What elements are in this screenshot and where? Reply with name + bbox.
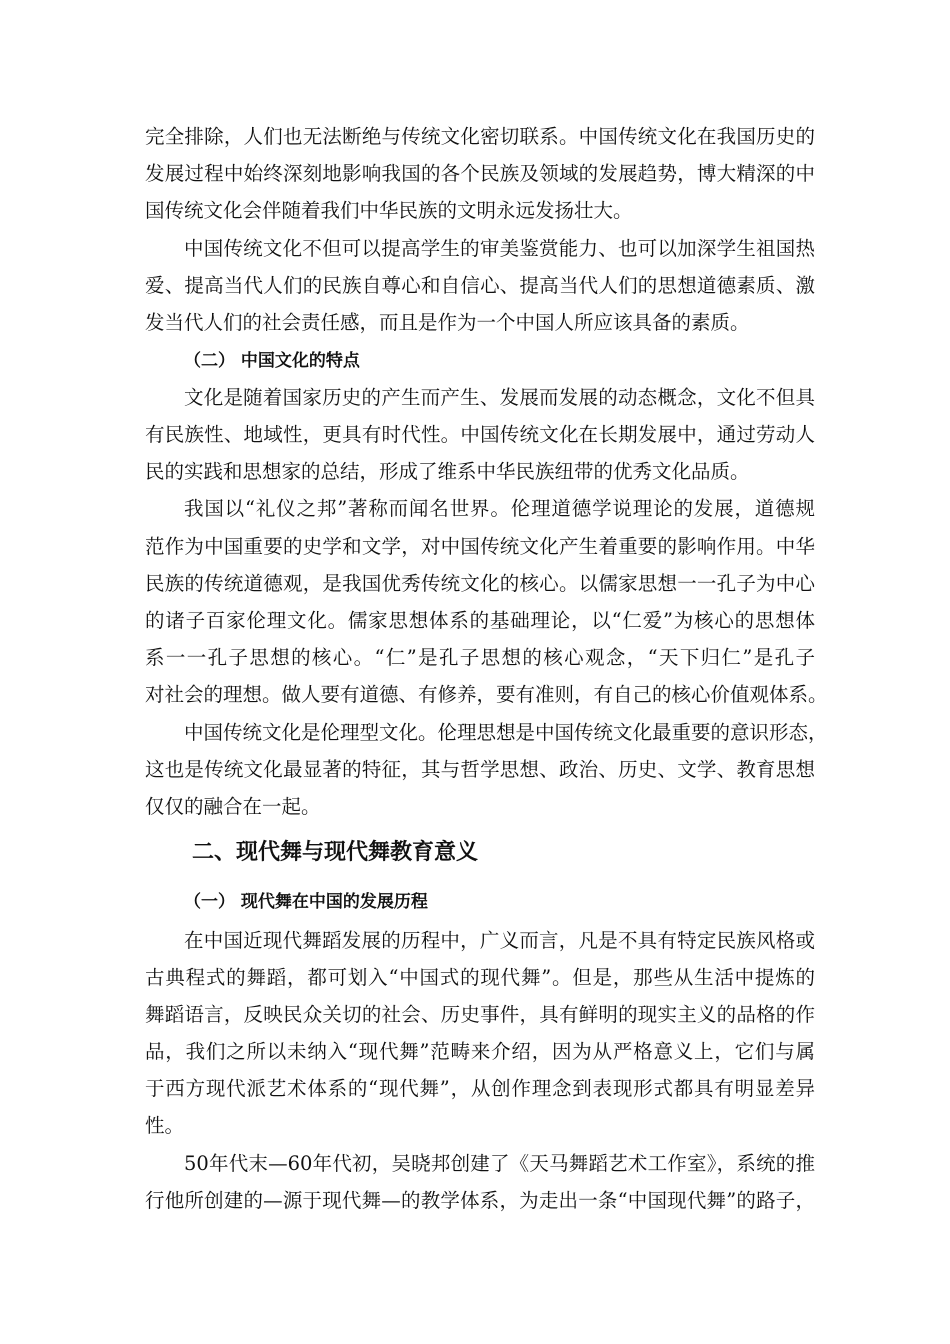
text-line: 品，我们之所以未纳入“现代舞”范畴来介绍，因为从严格意义上，它们与属	[145, 1040, 815, 1063]
text-line: 民族的传统道德观，是我国优秀传统文化的核心。以儒家思想一一孔子为中心	[145, 572, 815, 595]
text-line: 国传统文化会伴随着我们中华民族的文明永远发扬壮大。	[145, 199, 633, 222]
text-line: 民的实践和思想家的总结，形成了维系中华民族纽带的优秀文化品质。	[145, 460, 750, 483]
text-line: 50年代末—60年代初，吴晓邦创建了《天马舞蹈艺术工作室》，系统的推	[184, 1152, 815, 1175]
text-line: 完全排除，人们也无法断绝与传统文化密切联系。中国传统文化在我国历史的	[145, 125, 815, 148]
text-line: 性。	[145, 1114, 185, 1137]
text-line: 中国传统文化是伦理型文化。伦理思想是中国传统文化最重要的意识形态，	[184, 721, 828, 744]
text-line: 这也是传统文化最显著的特征，其与哲学思想、政治、历史、文学、教育思想	[145, 758, 815, 781]
text-line: 我国以“礼仪之邦”著称而闻名世界。伦理道德学说理论的发展，道德规	[184, 497, 815, 520]
text-line: 行他所创建的—源于现代舞—的教学体系，为走出一条“中国现代舞”的路子，	[145, 1189, 815, 1212]
text-line: 范作为中国重要的史学和文学，对中国传统文化产生着重要的影响作用。中华	[145, 535, 815, 558]
text-line: 发展过程中始终深刻地影响我国的各个民族及领域的发展趋势，博大精深的中	[145, 162, 815, 185]
text-line: 舞蹈语言，反映民众关切的社会、历史事件，具有鲜明的现实主义的品格的作	[145, 1003, 815, 1026]
text-line: 仅仅的融合在一起。	[145, 795, 321, 818]
text-line: 对社会的理想。做人要有道德、有修养，要有准则，有自己的核心价值观体系。	[145, 683, 828, 706]
text-line: 有民族性、地域性，更具有时代性。中国传统文化在长期发展中，通过劳动人	[145, 423, 815, 446]
text-line: 的诸子百家伦理文化。儒家思想体系的基础理论，以“仁爱”为核心的思想体	[145, 609, 815, 632]
subheading-characteristics: （二） 中国文化的特点	[184, 351, 360, 371]
text-line: 中国传统文化不但可以提高学生的审美鉴赏能力、也可以加深学生祖国热	[184, 237, 815, 260]
subheading-development: （一） 现代舞在中国的发展历程	[184, 892, 428, 912]
text-line: 发当代人们的社会责任感，而且是作为一个中国人所应该具备的素质。	[145, 311, 750, 334]
text-line: 文化是随着国家历史的产生而产生、发展而发展的动态概念，文化不但具	[184, 386, 815, 409]
section-heading: 二、现代舞与现代舞教育意义	[192, 840, 479, 865]
text-line: 系一一孔子思想的核心。“仁”是孔子思想的核心观念，“天下归仁”是孔子	[145, 646, 815, 669]
text-line: 于西方现代派艺术体系的“现代舞”，从创作理念到表现形式都具有明显差异	[145, 1077, 815, 1100]
text-line: 爱、提高当代人们的民族自尊心和自信心、提高当代人们的思想道德素质、激	[145, 274, 815, 297]
text-line: 古典程式的舞蹈，都可划入“中国式的现代舞”。但是，那些从生活中提炼的	[145, 966, 815, 989]
text-line: 在中国近现代舞蹈发展的历程中，广义而言，凡是不具有特定民族风格或	[184, 929, 815, 952]
